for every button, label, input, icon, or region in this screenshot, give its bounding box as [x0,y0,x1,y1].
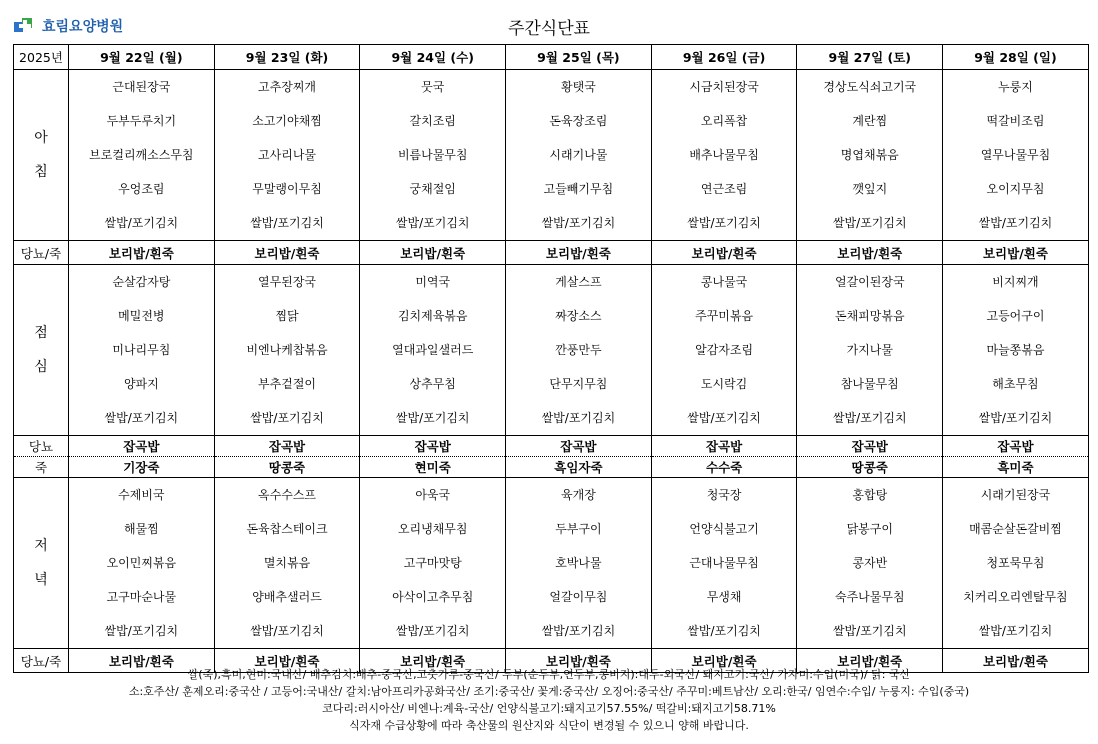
menu-item: 알감자조림 [695,343,754,357]
menu-item: 황탯국 [561,80,596,94]
dinner-diet-label: 당뇨/죽 [14,649,69,673]
menu-item: 쌀밥/포기김치 [687,216,761,230]
hospital-name: 효림요양병원 [42,19,124,35]
menu-item-list [360,478,505,648]
menu-item: 가지나물 [846,343,893,357]
menu-item: 우엉조림 [118,182,165,196]
menu-item: 시금치된장국 [689,80,759,94]
menu-item-list [943,478,1088,648]
lunch-label-char: 심 [34,359,48,375]
origin-notice [0,666,1098,734]
lunch-diabetic-cell: 잡곡밥 [797,436,943,457]
menu-item: 쌀밥/포기김치 [832,411,907,425]
menu-item: 쌀밥/포기김치 [250,624,324,638]
menu-item: 고들빼기무침 [543,182,614,196]
dinner-label [14,478,69,649]
lunch-menu-cell [69,265,215,436]
lunch-menu-cell [651,265,797,436]
menu-item: 돈육찹스테이크 [246,522,328,536]
breakfast-diet-cell: 보리밥/흰죽 [360,241,506,265]
menu-item: 쌀밥/포기김치 [832,216,907,230]
menu-item-list [506,70,651,240]
menu-item-list [943,265,1088,435]
lunch-porridge-cell: 현미죽 [360,457,506,478]
menu-item: 양파지 [123,377,159,391]
menu-item: 브로컬리깨소스무침 [89,148,194,162]
menu-item: 시래기나물 [549,148,608,162]
menu-item: 경상도식쇠고기국 [823,80,917,94]
menu-item: 아삭이고추무침 [392,590,474,604]
origin-notice-line: 쌀(죽),흑미,현미:국내산/ 배추김치:배추-중국산,고춧가루-중국산/ 두부(순두부,연두부,콩비지):대두-외국산/ 돼지고기:국산/ 가자미:수입(미국)/ 닭: 국산 [187,668,911,681]
menu-item: 쌀밥/포기김치 [104,411,179,425]
menu-item: 무생채 [706,590,742,604]
menu-item-list [797,70,942,240]
dinner-diet-cell: 보리밥/흰죽 [360,649,506,673]
menu-item: 얼갈이무침 [549,590,608,604]
dinner-diet-cell: 보리밥/흰죽 [506,649,652,673]
menu-item: 게살스프 [555,275,602,289]
menu-item: 쌀밥/포기김치 [104,216,179,230]
menu-item: 참나물무침 [840,377,899,391]
menu-item: 홍합탕 [852,488,888,502]
menu-item-list [69,265,214,435]
page-title: 주간식단표 [507,19,591,39]
menu-item-list [797,265,942,435]
menu-item: 고추장찌개 [258,80,317,94]
menu-item-list [652,478,797,648]
lunch-diabetic-label: 당뇨 [14,436,69,457]
menu-item-list [652,265,797,435]
menu-item-list [360,265,505,435]
lunch-diabetic-row [14,436,1089,457]
lunch-diabetic-cell: 잡곡밥 [214,436,360,457]
day-header: 9월 26일 (금) [651,45,797,70]
menu-item: 쌀밥/포기김치 [687,411,761,425]
breakfast-diet-cell: 보리밥/흰죽 [214,241,360,265]
menu-item: 쌀밥/포기김치 [978,411,1053,425]
lunch-menu-cell [943,265,1089,436]
dinner-diet-cell: 보리밥/흰죽 [69,649,215,673]
menu-item-list [215,265,360,435]
lunch-diabetic-cell: 잡곡밥 [360,436,506,457]
lunch-porridge-cell: 땅콩죽 [214,457,360,478]
menu-item: 갈치조림 [409,114,456,128]
dinner-menu-cell [214,478,360,649]
dinner-diet-cell: 보리밥/흰죽 [651,649,797,673]
breakfast-diet-cell: 보리밥/흰죽 [797,241,943,265]
menu-item-list [69,478,214,648]
dinner-label-char: 녁 [34,572,48,588]
lunch-porridge-cell: 기장죽 [69,457,215,478]
menu-item: 열대과일샐러드 [392,343,474,357]
dinner-menu-cell [797,478,943,649]
dinner-menu-cell [943,478,1089,649]
breakfast-diet-row [14,241,1089,265]
menu-item: 떡갈비조림 [986,114,1045,128]
menu-item: 비름나물무침 [397,148,468,162]
lunch-porridge-cell: 수수죽 [651,457,797,478]
dinner-menu-cell [69,478,215,649]
menu-item: 매콤순살돈갈비찜 [969,522,1062,536]
menu-item: 멸치볶음 [263,556,311,570]
menu-item: 아욱국 [415,488,451,502]
lunch-label-char: 점 [34,325,48,341]
breakfast-menu-cell [214,70,360,241]
menu-item-list [943,70,1088,240]
menu-item: 쌀밥/포기김치 [395,411,470,425]
breakfast-menu-cell [943,70,1089,241]
breakfast-label [14,70,69,241]
lunch-porridge-cell: 흑임자죽 [506,457,652,478]
origin-notice-line: 소:호주산/ 훈제오리:중국산 / 고등어:국내산/ 갈치:남아프리카공화국산/ 조기:중국산/ 꽃게:중국산/ 오징어:중국산/ 주꾸미:베트남산/ 오리:한국/ 임연수:수입/ 누룽지: 수입(중국) [128,685,970,698]
menu-item: 오리폭찹 [700,114,748,128]
change-notice: 식자재 수급상황에 따라 축산물의 원산지와 식단이 변경될 수 있으니 양해 바랍니다. [349,719,749,732]
menu-item: 고사리나물 [258,148,317,162]
lunch-diabetic-cell: 잡곡밥 [69,436,215,457]
menu-item: 두부구이 [555,522,602,536]
menu-item: 상추무침 [409,377,456,391]
menu-item-list [506,265,651,435]
menu-item: 오이지무침 [986,182,1045,196]
menu-item-list [215,70,360,240]
menu-item: 배추나물무침 [689,148,759,162]
menu-item: 계란찜 [852,114,888,128]
menu-item: 쌀밥/포기김치 [541,411,616,425]
menu-item: 치커리오리엔탈무침 [963,590,1068,604]
day-header: 9월 27일 (토) [797,45,943,70]
menu-item: 미나리무침 [112,343,171,357]
menu-item: 옥수수스프 [258,488,317,502]
menu-item: 쌀밥/포기김치 [687,624,761,638]
lunch-diabetic-cell: 잡곡밥 [651,436,797,457]
menu-item: 비지찌개 [992,275,1039,289]
lunch-menu-cell [360,265,506,436]
lunch-porridge-cell: 흑미죽 [943,457,1089,478]
day-header: 9월 22일 (월) [69,45,215,70]
lunch-diabetic-cell: 잡곡밥 [943,436,1089,457]
dinner-diet-cell: 보리밥/흰죽 [797,649,943,673]
dinner-diet-cell: 보리밥/흰죽 [214,649,360,673]
menu-item: 육개장 [561,488,596,502]
breakfast-diet-cell: 보리밥/흰죽 [69,241,215,265]
menu-item: 해물찜 [123,522,159,536]
menu-item: 소고기야채찜 [252,114,322,128]
lunch-label [14,265,69,436]
menu-item: 돈채피망볶음 [835,309,905,323]
menu-item: 비엔나케찹볶음 [246,343,328,357]
header [0,0,1098,42]
menu-item-list [652,70,797,240]
lunch-menu-cell [797,265,943,436]
breakfast-diet-cell: 보리밥/흰죽 [506,241,652,265]
menu-item: 쌀밥/포기김치 [978,624,1053,638]
menu-item: 시래기된장국 [980,488,1051,502]
menu-item: 얼갈이된장국 [835,275,905,289]
weekly-menu-table [13,44,1089,673]
menu-item: 닭봉구이 [846,522,893,536]
menu-item: 메밀전병 [118,309,165,323]
dinner-diet-cell: 보리밥/흰죽 [943,649,1089,673]
breakfast-diet-cell: 보리밥/흰죽 [651,241,797,265]
menu-item: 도시락김 [700,377,748,391]
menu-item: 궁채절임 [409,182,456,196]
menu-item: 부추겉절이 [258,377,317,391]
menu-item-list [797,478,942,648]
dinner-menu-cell [360,478,506,649]
breakfast-menu-cell [797,70,943,241]
menu-item: 콩자반 [852,556,888,570]
menu-item: 찜닭 [275,309,299,323]
menu-item: 쌀밥/포기김치 [250,216,324,230]
dinner-menu-cell [651,478,797,649]
lunch-menu-cell [506,265,652,436]
menu-item: 두부두루치기 [106,114,177,128]
origin-notice-line: 코다리:러시아산/ 비엔나:계육-국산/ 언양식불고기:돼지고기57.55%/ 떡갈비:돼지고기58.71% [322,702,776,715]
menu-item: 언양식불고기 [689,522,759,536]
breakfast-menu-cell [651,70,797,241]
menu-item: 청국장 [706,488,742,502]
menu-item-list [506,478,651,648]
year-cell: 2025년 [14,45,69,70]
menu-item: 명엽채볶음 [840,148,899,162]
menu-item-list [215,478,360,648]
breakfast-label-char: 침 [34,164,48,180]
menu-item: 깐풍만두 [555,343,602,357]
dinner-row [14,478,1089,649]
menu-item: 미역국 [415,275,451,289]
menu-item: 숙주나물무침 [835,590,905,604]
breakfast-menu-cell [360,70,506,241]
breakfast-row [14,70,1089,241]
menu-item: 김치제육볶음 [397,309,468,323]
menu-item: 양배추샐러드 [252,590,322,604]
menu-item: 쌀밥/포기김치 [832,624,907,638]
menu-item: 근대나물무침 [689,556,759,570]
lunch-porridge-row [14,457,1089,478]
lunch-porridge-label: 죽 [14,457,69,478]
breakfast-label-char: 아 [34,130,48,146]
menu-item: 주꾸미볶음 [695,309,754,323]
menu-item: 쌀밥/포기김치 [104,624,179,638]
breakfast-menu-cell [69,70,215,241]
menu-item: 마늘쫑볶음 [986,343,1045,357]
dinner-menu-cell [506,478,652,649]
menu-item: 쌀밥/포기김치 [250,411,324,425]
day-header: 9월 23일 (화) [214,45,360,70]
menu-item: 누룽지 [998,80,1033,94]
lunch-menu-cell [214,265,360,436]
menu-item: 쌀밥/포기김치 [395,624,470,638]
menu-item: 오이민찌볶음 [106,556,177,570]
menu-item: 순살감자탕 [112,275,171,289]
menu-item: 돈육장조림 [549,114,608,128]
menu-item: 열무나물무침 [980,148,1051,162]
menu-item: 청포묵무침 [986,556,1045,570]
menu-item: 콩나물국 [700,275,748,289]
menu-item: 해초무침 [992,377,1039,391]
menu-item: 깻잎지 [852,182,888,196]
day-header: 9월 24일 (수) [360,45,506,70]
menu-item: 연근조림 [700,182,748,196]
menu-item: 쌀밥/포기김치 [395,216,470,230]
menu-item: 근대된장국 [112,80,171,94]
breakfast-diet-cell: 보리밥/흰죽 [943,241,1089,265]
menu-item: 고구마맛탕 [403,556,462,570]
menu-item: 오리냉채무침 [397,522,468,536]
menu-item: 열무된장국 [258,275,317,289]
menu-item-list [69,70,214,240]
menu-item: 쌀밥/포기김치 [978,216,1053,230]
lunch-porridge-cell: 땅콩죽 [797,457,943,478]
day-header: 9월 25일 (목) [506,45,652,70]
menu-item: 고구마순나물 [106,590,177,604]
table-header-row [14,45,1089,70]
breakfast-diet-label: 당뇨/죽 [14,241,69,265]
menu-item: 뭇국 [421,80,445,94]
menu-item: 짜장소스 [555,309,602,323]
menu-item-list [360,70,505,240]
lunch-diabetic-cell: 잡곡밥 [506,436,652,457]
menu-item: 호박나물 [555,556,602,570]
lunch-row [14,265,1089,436]
menu-item: 수제비국 [118,488,165,502]
breakfast-menu-cell [506,70,652,241]
menu-item: 쌀밥/포기김치 [541,216,616,230]
dinner-label-char: 저 [34,538,48,554]
day-header: 9월 28일 (일) [943,45,1089,70]
menu-item: 단무지무침 [549,377,608,391]
menu-item: 고등어구이 [986,309,1045,323]
menu-item: 쌀밥/포기김치 [541,624,616,638]
menu-item: 무말랭이무침 [252,182,322,196]
